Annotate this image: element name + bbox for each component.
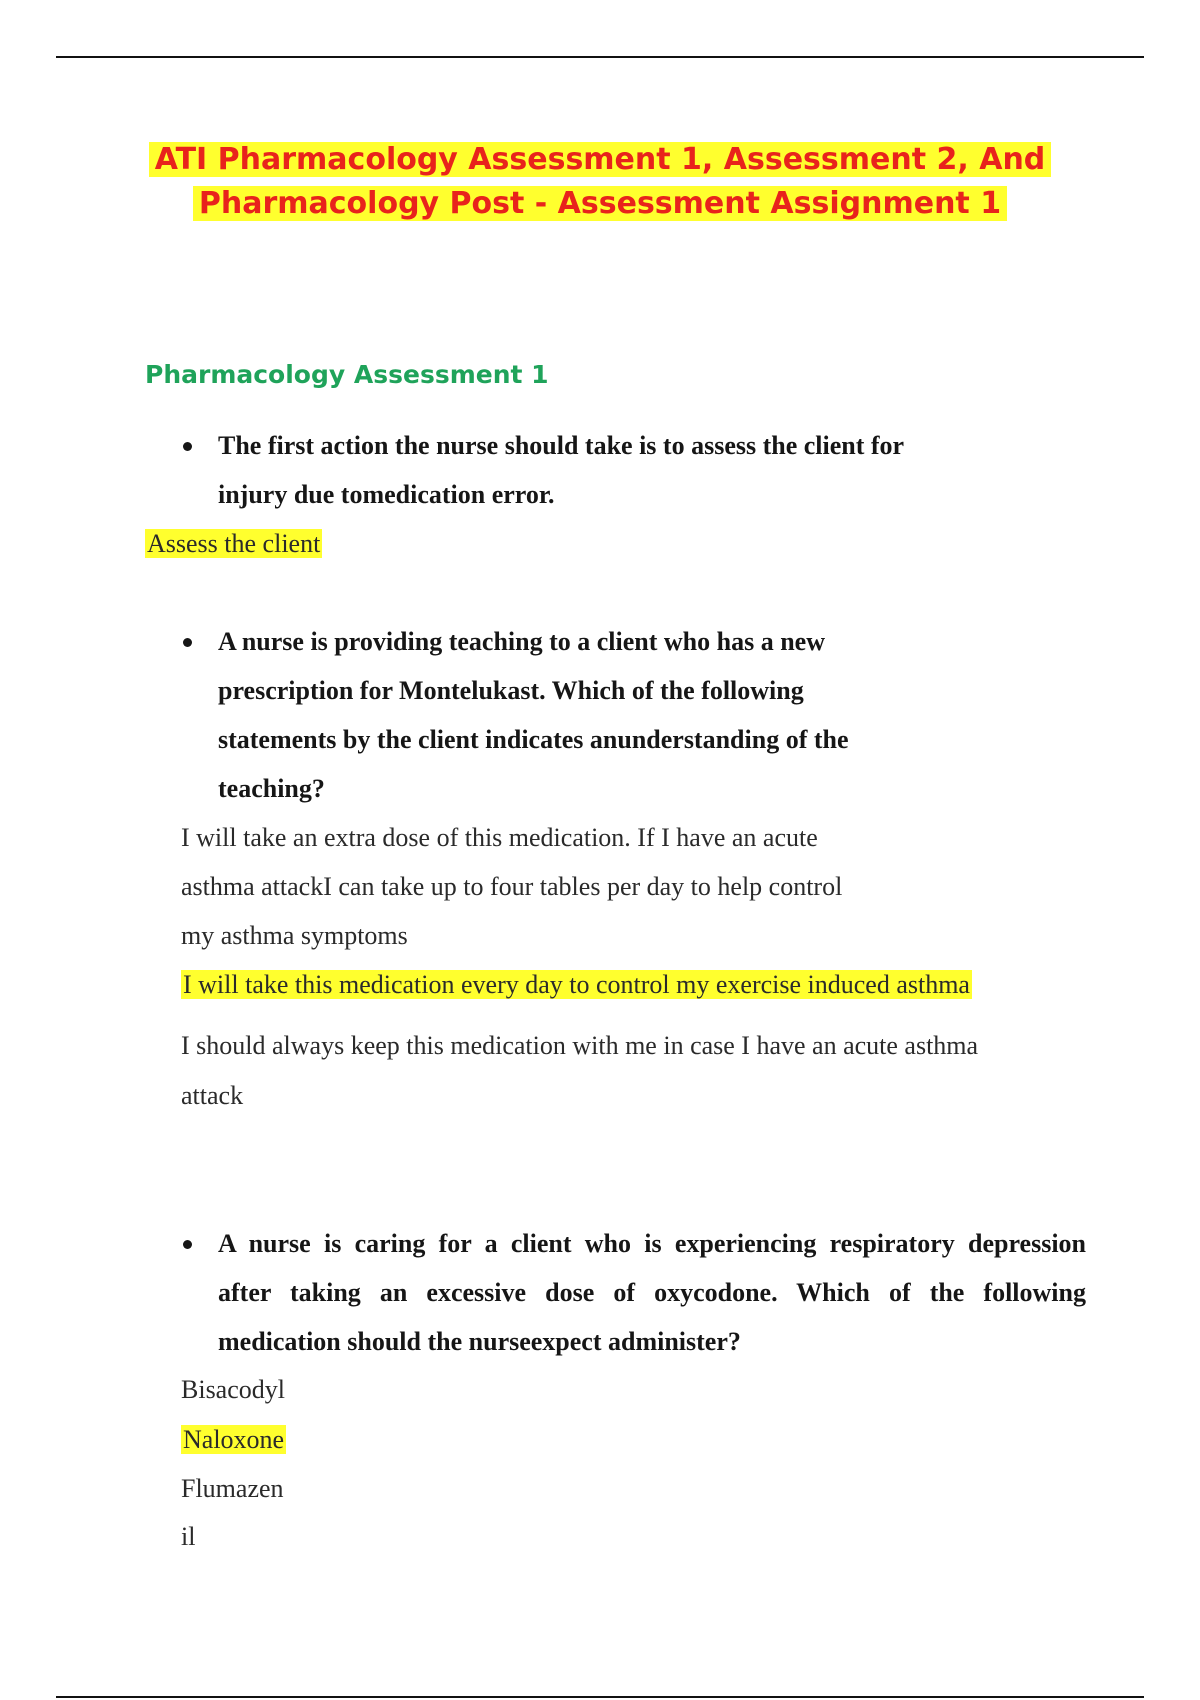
- question-3: [218, 1219, 1086, 1366]
- question-line: teaching?: [218, 774, 325, 803]
- title-line-1: ATI Pharmacology Assessment 1, Assessment 2, And: [0, 138, 1200, 182]
- document-title: [0, 138, 1200, 226]
- answer-option: my asthma symptoms: [181, 921, 408, 950]
- answer-option: Flumazen: [181, 1474, 284, 1503]
- question-line: injury due tomedication error.: [218, 480, 555, 509]
- question-2: [218, 617, 1086, 813]
- question-line: prescription for Montelukast. Which of the following: [218, 676, 804, 705]
- answer-option-correct: I will take this medication every day to control my exercise induced asthma: [183, 970, 970, 999]
- question-line: The first action the nurse should take is to assess the client for: [218, 431, 905, 460]
- answer-option-correct: Naloxone: [183, 1425, 285, 1454]
- answer-option-correct: Assess the client: [147, 529, 321, 558]
- question-line: statements by the client indicates anunderstanding of the: [218, 725, 849, 754]
- bullet-icon: [180, 438, 196, 454]
- question-line: after taking an excessive dose of oxycodone. Which of the following: [218, 1278, 1086, 1307]
- question-line: A nurse is providing teaching to a client who has a new: [218, 627, 825, 656]
- answer-option: asthma attackI can take up to four tables per day to help control: [181, 872, 843, 901]
- bottom-rule: [56, 1696, 1144, 1698]
- answer-option: I will take an extra dose of this medication. If I have an acute: [181, 823, 818, 852]
- bullet-icon: [180, 1236, 196, 1252]
- question-1: [218, 421, 1086, 519]
- answer-option: Bisacodyl: [181, 1375, 285, 1404]
- answer-option: il: [181, 1522, 196, 1551]
- question-line: A nurse is caring for a client who is experiencing respiratory depression: [218, 1229, 1086, 1258]
- answer-option: attack: [181, 1081, 244, 1110]
- title-line-2: Pharmacology Post - Assessment Assignment 1: [0, 182, 1200, 226]
- top-rule: [56, 56, 1144, 58]
- answer-option: I should always keep this medication with me in case I have an acute asthma: [181, 1031, 979, 1060]
- bullet-icon: [180, 634, 196, 650]
- section-heading: Pharmacology Assessment 1: [145, 360, 549, 389]
- question-line: medication should the nurseexpect administer?: [218, 1327, 741, 1356]
